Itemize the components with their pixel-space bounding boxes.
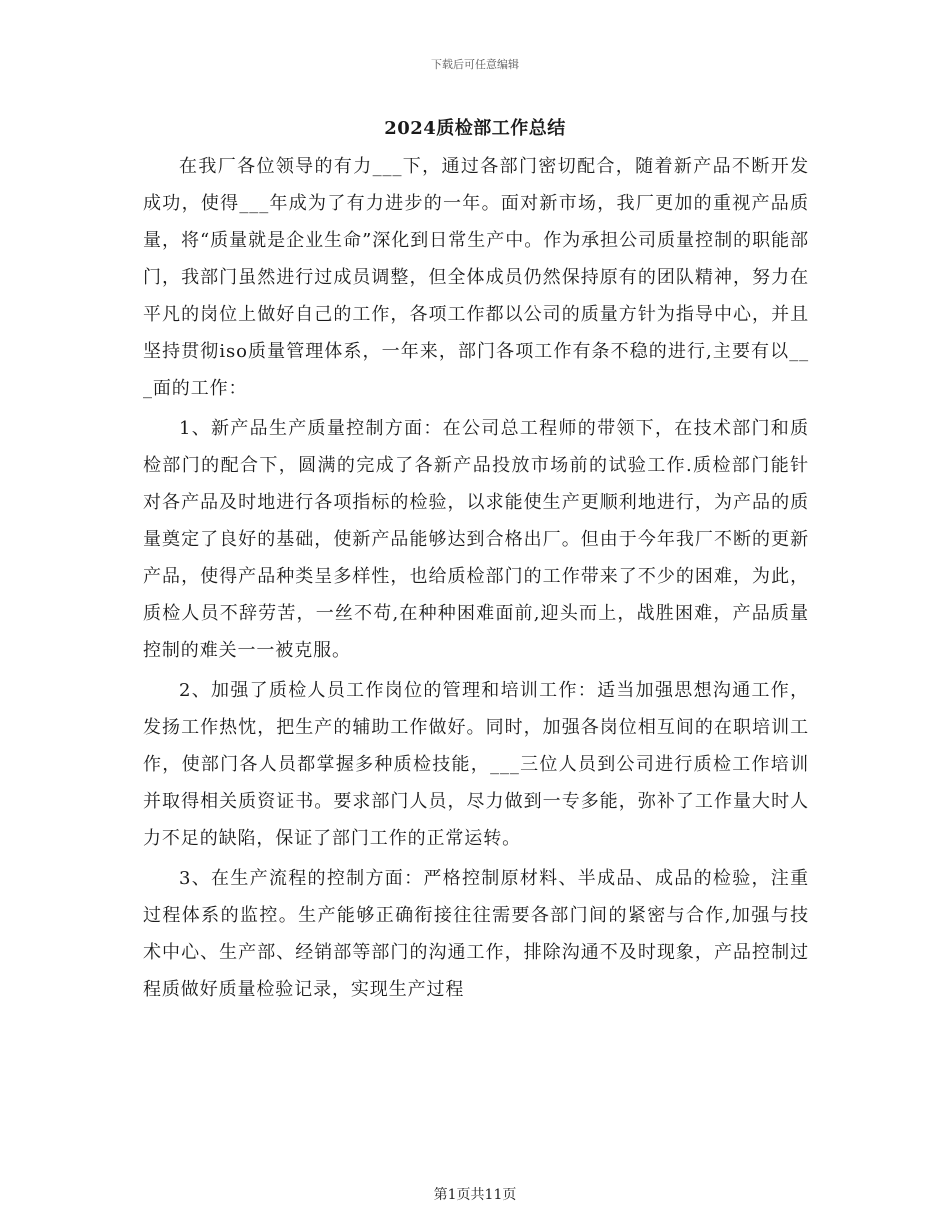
paragraph-item-2: 2、加强了质检人员工作岗位的管理和培训工作：适当加强思想沟通工作，发扬工作热忱，把生产的辅助工作做好。同时，加强各岗位相互间的在职培训工作，使部门各人员都掌握多种质检技能，___三位人员到公司进行质检工作培训并取得相关质资证书。要求部门人员，尽力做到一专多能，弥补了工作量大时人力不足的缺陷，保证了部门工作的正常运转。 — [143, 680, 809, 849]
document-body — [143, 148, 809, 1011]
paragraph-intro: 在我厂各位领导的有力___下，通过各部门密切配合，随着新产品不断开发成功，使得___年成为了有力进步的一年。面对新市场，我厂更加的重视产品质量，将“质量就是企业生命”深化到日常生产中。作为承担公司质量控制的职能部门，我部门虽然进行过成员调整，但全体成员仍然保持原有的团队精神，努力在平凡的岗位上做好自己的工作，各项工作都以公司的质量方针为指导中心，并且坚持贯彻iso质量管理体系，一年来，部门各项工作有条不稳的进行,主要有以___面的工作： — [143, 156, 809, 399]
paragraph-item-3: 3、在生产流程的控制方面：严格控制原材料、半成品、成品的检验，注重过程体系的监控。生产能够正确衔接往往需要各部门间的紧密与合作,加强与技术中心、生产部、经销部等部门的沟通工作，排除沟通不及时现象，产品控制过程质做好质量检验记录，实现生产过程 — [143, 868, 809, 1000]
paragraph-item-1: 1、新产品生产质量控制方面：在公司总工程师的带领下，在技术部门和质检部门的配合下，圆满的完成了各新产品投放市场前的试验工作.质检部门能针对各产品及时地进行各项指标的检验，以求能使生产更顺利地进行，为产品的质量奠定了良好的基础，使新产品能够达到合格出厂。但由于今年我厂不断的更新产品，使得产品种类呈多样性，也给质检部门的工作带来了不少的困难，为此，质检人员不辞劳苦，一丝不苟,在种种困难面前,迎头而上，战胜困难，产品质量控制的难关一一被克服。 — [143, 418, 809, 661]
page-number-footer: 第1页共11页 — [433, 1187, 517, 1203]
document-title: 2024质检部工作总结 — [384, 118, 566, 139]
page-header-note: 下载后可任意编辑 — [431, 58, 519, 71]
